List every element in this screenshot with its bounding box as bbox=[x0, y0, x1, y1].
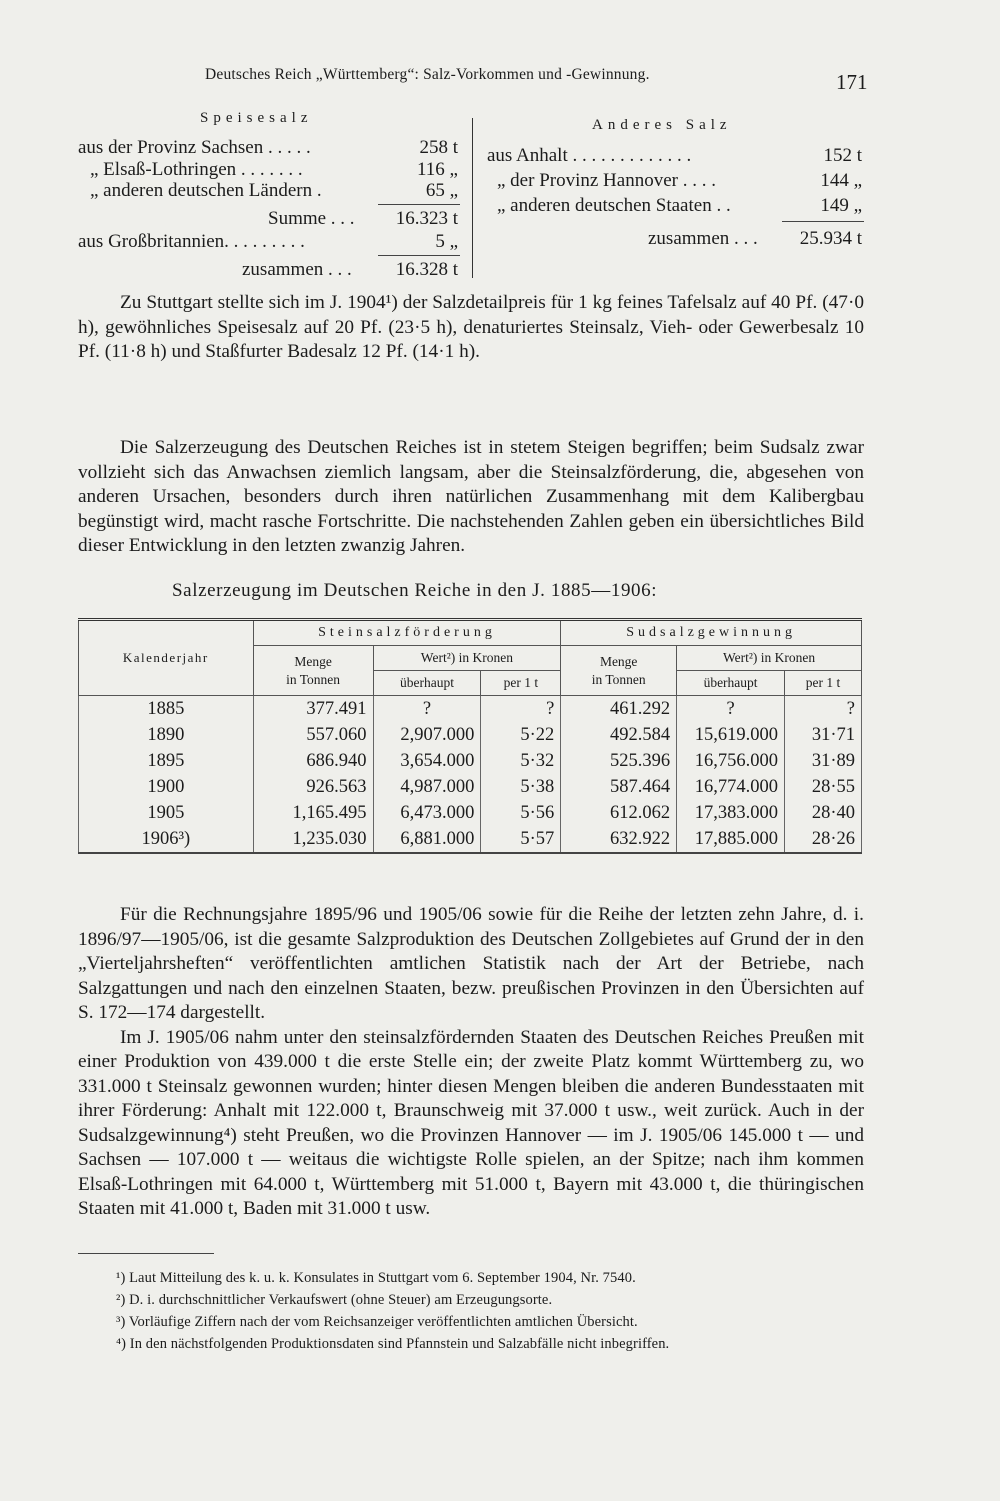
cell-sud-wert: ? bbox=[677, 696, 785, 723]
row-label: „ anderen deutschen Ländern . bbox=[90, 180, 322, 201]
list-item bbox=[78, 231, 458, 253]
header-year: Kalenderjahr bbox=[79, 620, 254, 696]
row-value: 65 „ bbox=[425, 180, 458, 201]
header-wert-stein: Wert²) in Kronen bbox=[373, 646, 561, 671]
row-value: 116 „ bbox=[417, 159, 458, 180]
list-item bbox=[268, 208, 458, 230]
cell-year: 1906³) bbox=[79, 826, 254, 853]
cell-sud-per-t: 28·55 bbox=[785, 774, 862, 800]
header-menge-stein bbox=[253, 646, 373, 696]
footnote-1: ¹) Laut Mitteilung des k. u. k. Konsulates in Stuttgart vom 6. September 1904, Nr. 7540. bbox=[116, 1270, 636, 1286]
cell-year: 1905 bbox=[79, 800, 254, 826]
cell-stein-per-t: 5·56 bbox=[481, 800, 561, 826]
cell-stein-per-t: 5·32 bbox=[481, 748, 561, 774]
cell-year: 1895 bbox=[79, 748, 254, 774]
cell-sud-per-t: ? bbox=[785, 696, 862, 723]
list-item bbox=[78, 137, 458, 159]
cell-year: 1885 bbox=[79, 696, 254, 723]
header-tonnen: in Tonnen bbox=[591, 671, 646, 687]
table-row bbox=[79, 696, 862, 723]
cell-year: 1890 bbox=[79, 722, 254, 748]
list-item bbox=[648, 228, 862, 250]
table-row bbox=[79, 748, 862, 774]
cell-stein-menge: 377.491 bbox=[253, 696, 373, 723]
cell-stein-wert: 2,907.000 bbox=[373, 722, 481, 748]
footnote-rule bbox=[78, 1253, 214, 1254]
cell-sud-per-t: 31·89 bbox=[785, 748, 862, 774]
footnote-2: ²) D. i. durchschnittlicher Verkaufswert (ohne Steuer) am Erzeugungsorte. bbox=[116, 1292, 553, 1308]
list-item bbox=[90, 159, 458, 181]
row-value: 16.328 t bbox=[395, 259, 458, 280]
table-title: Salzerzeugung im Deutschen Reiche in den J. 1885—1906: bbox=[172, 580, 658, 601]
row-label: aus Anhalt . . . . . . . . . . . . . bbox=[487, 145, 692, 166]
list-item bbox=[497, 170, 862, 192]
row-value: 152 t bbox=[823, 145, 862, 166]
paragraph-text: Zu Stuttgart stellte sich im J. 1904¹) der Salzdetailpreis für 1 kg feines Tafelsalz auf 40 Pf. (47·0 h), gewöhnliches Speisesalz auf 20 Pf. (23·5 h), denaturiertes Steinsalz, Vieh- oder Gewerbesalz 10 Pf. (11·8 h) und Staßfurter Badesalz 12 Pf. (14·1 h). bbox=[78, 292, 864, 362]
footnote-3: ³) Vorläufige Ziffern nach der vom Reichsanzeiger veröffentlichten amtlichen Übersicht. bbox=[116, 1314, 638, 1330]
cell-sud-per-t: 28·26 bbox=[785, 826, 862, 853]
row-value: 25.934 t bbox=[799, 228, 862, 249]
header-ueberhaupt-stein: überhaupt bbox=[373, 671, 481, 696]
cell-sud-per-t: 28·40 bbox=[785, 800, 862, 826]
cell-stein-per-t: 5·22 bbox=[481, 722, 561, 748]
page-number: 171 bbox=[836, 70, 868, 94]
header-per-t-sud: per 1 t bbox=[785, 671, 862, 696]
header-sudsalz: Sudsalzgewinnung bbox=[561, 620, 862, 646]
paragraph-price bbox=[78, 291, 864, 365]
cell-sud-per-t: 31·71 bbox=[785, 722, 862, 748]
row-label: Summe . . . bbox=[268, 208, 355, 229]
cell-sud-menge: 612.062 bbox=[561, 800, 677, 826]
cell-sud-menge: 461.292 bbox=[561, 696, 677, 723]
cell-stein-wert: 3,654.000 bbox=[373, 748, 481, 774]
row-value: 16.323 t bbox=[395, 208, 458, 229]
anderes-salz-title: Anderes Salz bbox=[592, 117, 732, 133]
list-item bbox=[497, 195, 862, 217]
cell-stein-menge: 686.940 bbox=[253, 748, 373, 774]
table-row bbox=[79, 826, 862, 853]
row-label: „ anderen deutschen Staaten . . bbox=[497, 195, 731, 216]
row-value: 5 „ bbox=[435, 231, 458, 252]
cell-sud-menge: 492.584 bbox=[561, 722, 677, 748]
paragraph-production bbox=[78, 436, 864, 559]
row-value: 144 „ bbox=[820, 170, 862, 191]
cell-sud-menge: 525.396 bbox=[561, 748, 677, 774]
header-menge: Menge bbox=[599, 653, 638, 669]
list-item bbox=[487, 145, 862, 167]
running-header: Deutsches Reich „Württemberg“: Salz-Vorkommen und -Gewinnung. bbox=[205, 66, 650, 83]
cell-sud-wert: 17,885.000 bbox=[677, 826, 785, 853]
sum-rule bbox=[378, 204, 460, 205]
cell-stein-menge: 1,165.495 bbox=[253, 800, 373, 826]
row-value: 258 t bbox=[419, 137, 458, 158]
cell-stein-menge: 1,235.030 bbox=[253, 826, 373, 853]
list-item bbox=[90, 180, 458, 202]
footnote-4: ⁴) In den nächstfolgenden Produktionsdaten sind Pfannstein und Salzabfälle nicht inbegriffen. bbox=[116, 1336, 670, 1352]
cell-sud-menge: 587.464 bbox=[561, 774, 677, 800]
cell-sud-wert: 17,383.000 bbox=[677, 800, 785, 826]
cell-stein-menge: 926.563 bbox=[253, 774, 373, 800]
table-row bbox=[79, 774, 862, 800]
column-divider bbox=[472, 118, 473, 278]
paragraph-statistics bbox=[78, 903, 864, 1222]
header-tonnen: in Tonnen bbox=[286, 671, 341, 687]
cell-stein-wert: 6,473.000 bbox=[373, 800, 481, 826]
list-item bbox=[242, 259, 458, 281]
cell-sud-menge: 632.922 bbox=[561, 826, 677, 853]
cell-stein-per-t: 5·38 bbox=[481, 774, 561, 800]
header-steinsalz: Steinsalzförderung bbox=[253, 620, 561, 646]
header-per-t-stein: per 1 t bbox=[481, 671, 561, 696]
paragraph-text: Für die Rechnungsjahre 1895/96 und 1905/06 sowie für die Reihe der letzten zehn Jahre, d. i. 1896/97—1905/06, ist die gesamte Salzproduktion des Deutschen Zollgebietes auf Grund der in den „Vierteljahrsheften“ veröffentlichten amtlichen Statistik nach der Art der Betriebe, nach Salzgattungen und nach den einzelnen Staaten, bezw. preußischen Provinzen in den Übersichten auf S. 172—174 dargestellt. bbox=[78, 904, 864, 1023]
row-label: aus Großbritannien. . . . . . . . . bbox=[78, 231, 305, 252]
row-label: zusammen . . . bbox=[242, 259, 352, 280]
table-row bbox=[79, 722, 862, 748]
speisesalz-title: Speisesalz bbox=[200, 110, 313, 126]
paragraph-text: Die Salzerzeugung des Deutschen Reiches ist in stetem Steigen begriffen; beim Sudsalz zwar vollzieht sich das Anwachsen ziemlich langsam, aber die Steinsalzförderung, die, abgesehen von anderen Ursachen, besonders durch ihren natürlichen Zusammenhang mit dem Kalibergbau begünstigt wird, macht rasche Fortschritte. Die nachstehenden Zahlen geben ein übersichtliches Bild dieser Entwicklung in den letzten zwanzig Jahren. bbox=[78, 437, 864, 556]
table-row bbox=[79, 800, 862, 826]
cell-sud-wert: 16,756.000 bbox=[677, 748, 785, 774]
cell-stein-per-t: ? bbox=[481, 696, 561, 723]
salt-production-table bbox=[78, 618, 862, 854]
cell-stein-wert: 4,987.000 bbox=[373, 774, 481, 800]
cell-stein-per-t: 5·57 bbox=[481, 826, 561, 853]
cell-year: 1900 bbox=[79, 774, 254, 800]
cell-stein-wert: ? bbox=[373, 696, 481, 723]
cell-stein-menge: 557.060 bbox=[253, 722, 373, 748]
cell-sud-wert: 16,774.000 bbox=[677, 774, 785, 800]
header-ueberhaupt-sud: überhaupt bbox=[677, 671, 785, 696]
cell-stein-wert: 6,881.000 bbox=[373, 826, 481, 853]
row-label: zusammen . . . bbox=[648, 228, 758, 249]
row-label: „ Elsaß-Lothringen . . . . . . . bbox=[90, 159, 303, 180]
header-menge-sud bbox=[561, 646, 677, 696]
cell-sud-wert: 15,619.000 bbox=[677, 722, 785, 748]
header-menge: Menge bbox=[294, 653, 332, 669]
paragraph-text: Im J. 1905/06 nahm unter den steinsalzfördernden Staaten des Deutschen Reiches Preußen mit einer Produktion von 439.000 t die erste Stelle ein; der zweite Platz kommt Württemberg zu, wo 331.000 t Steinsalz gewonnen wurden; hinter diesen Mengen bleiben die anderen Bundesstaaten mit ihrer Förderung: Anhalt mit 122.000 t, Braunschweig mit 37.000 t usw., weit zurück. Auch in der Sudsalzgewinnung⁴) steht Preußen, wo die Provinzen Hannover — im J. 1905/06 145.000 t — und Sachsen — 107.000 t — weitaus die wichtigste Rolle spielen, an der Spitze; nach ihm kommen Elsaß-Lothringen mit 64.000 t, Württemberg mit 51.000 t, Bayern mit 43.000 t, die thüringischen Staaten mit 41.000 t, Baden mit 31.000 t usw. bbox=[78, 1026, 864, 1219]
row-label: „ der Provinz Hannover . . . . bbox=[497, 170, 716, 191]
header-wert-sud: Wert²) in Kronen bbox=[677, 646, 862, 671]
sum-rule bbox=[378, 255, 460, 256]
row-value: 149 „ bbox=[820, 195, 862, 216]
row-label: aus der Provinz Sachsen . . . . . bbox=[78, 137, 311, 158]
sum-rule bbox=[782, 221, 864, 222]
